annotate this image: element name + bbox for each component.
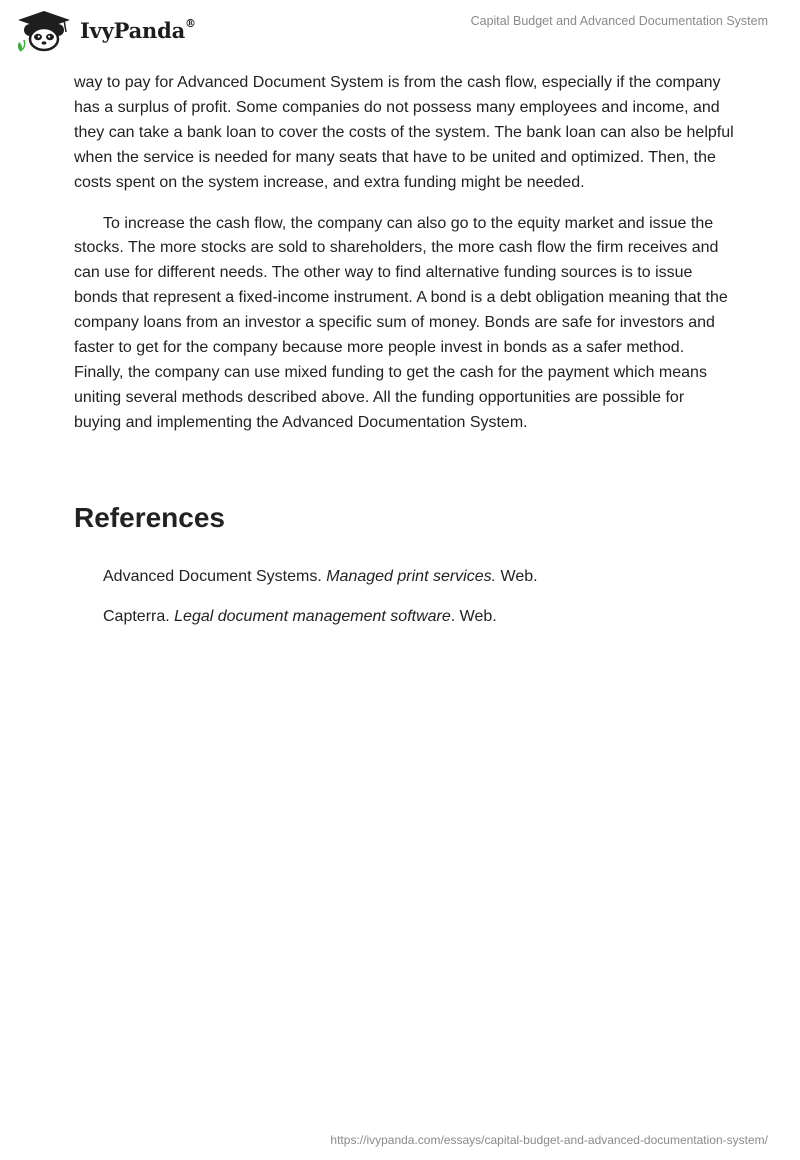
reference-suffix: Web. xyxy=(500,568,538,585)
page-header xyxy=(0,0,800,60)
paragraph: way to pay for Advanced Document System is from the cash flow, especially if the company has a surplus of profit. Some companies do not possess many employees and income, and they can take a bank loan to cover the costs of the system. The bank loan can also be helpful when the service is needed for many seats that have to be united and optimized. Then, the costs spent on the system increase, and extra funding might be needed. xyxy=(74,74,734,191)
references-heading: References xyxy=(74,502,225,533)
reference-title: Managed print services. xyxy=(326,568,497,585)
reference-item xyxy=(103,605,743,629)
reference-author: Capterra. xyxy=(103,608,170,625)
paragraph: To increase the cash flow, the company can also go to the equity market and issue the stocks. The more stocks are sold to shareholders, the more cash flow the firm receives and can use for different needs. The other way to find alternative funding sources is to issue bonds that represent a fixed-income instrument. A bond is a debt obligation meaning that the company loans from an investor a specific sum of money. Bonds are safe for investors and faster to get for the company because more people invest in bonds as a safer method. Finally, the company can use mixed funding to get the cash for the payment which means uniting several methods described above. All the funding opportunities are possible for buying and implementing the Advanced Documentation System. xyxy=(74,214,728,431)
reference-suffix: . Web. xyxy=(450,608,497,625)
panda-graduate-icon xyxy=(14,8,76,52)
reference-title: Legal document management software xyxy=(174,608,451,625)
running-title: Capital Budget and Advanced Documentation System xyxy=(470,14,768,28)
source-url[interactable]: https://ivypanda.com/essays/capital-budget-and-advanced-documentation-system/ xyxy=(330,1133,768,1147)
brand-name: IvyPanda® xyxy=(80,16,196,43)
reference-author: Advanced Document Systems. xyxy=(103,568,322,585)
ivypanda-logo[interactable] xyxy=(14,8,196,52)
reference-item xyxy=(103,565,743,589)
references-list xyxy=(103,565,743,645)
essay-body xyxy=(74,71,734,436)
registered-mark: ® xyxy=(185,16,196,30)
